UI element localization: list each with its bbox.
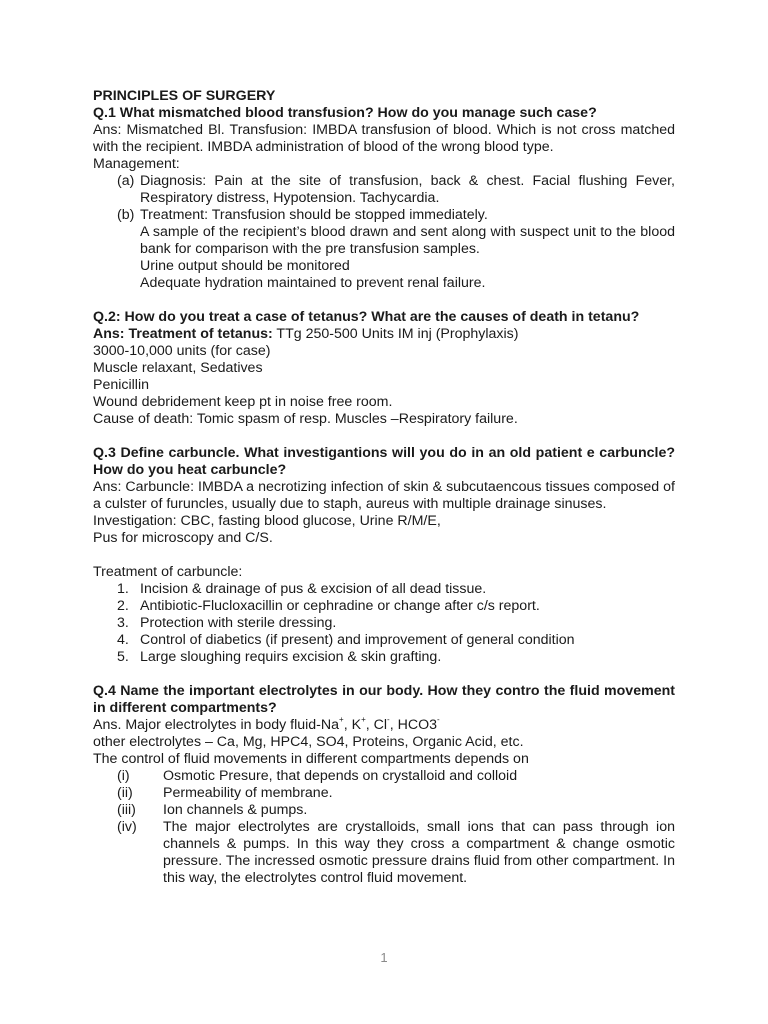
list-item-number: 1.: [117, 581, 129, 597]
list-item: [93, 649, 675, 666]
q4-question: Q.4 Name the important electrolytes in our body. How they contro the fluid movement in different compartments?: [93, 683, 675, 716]
q4-control: The control of fluid movements in different compartments depends on: [93, 751, 529, 767]
q1-management-label: Management:: [93, 156, 180, 172]
list-item-number: (iv): [117, 819, 137, 835]
q1-item-b: [93, 207, 675, 224]
list-item: [93, 768, 675, 785]
list-item-text: Permeability of membrane.: [163, 785, 333, 801]
q2-line-3: Penicillin: [93, 377, 149, 393]
q1-item-a: [93, 173, 675, 207]
q1-answer: Ans: Mismatched Bl. Transfusion: IMBDA transfusion of blood. Which is not cross matched with the recipient. IMBDA administration of blood of the wrong blood type.: [93, 122, 675, 155]
list-item-text: Antibiotic-Flucloxacillin or cephradine or change after c/s report.: [140, 598, 540, 614]
q2-answer-label: Ans: Treatment of tetanus:: [93, 326, 273, 342]
q2-answer-text: TTg 250-500 Units IM inj (Prophylaxis): [272, 326, 519, 342]
q3-investigation: Investigation: CBC, fasting blood glucose, Urine R/M/E,: [93, 513, 441, 529]
list-item: [93, 581, 675, 598]
q4-answer: [93, 717, 675, 734]
q1-b-sample: A sample of the recipient’s blood drawn and sent along with suspect unit to the blood bank for comparison with the pre transfusion samples.: [140, 224, 675, 257]
list-item-number: (ii): [117, 785, 133, 801]
list-item: [93, 615, 675, 632]
q1-item-b-label: (b): [117, 207, 135, 223]
q4-k: , K: [343, 717, 362, 733]
list-item: [93, 819, 675, 887]
q1-item-a-label: (a): [117, 173, 135, 189]
list-item-text: Ion channels & pumps.: [163, 802, 308, 818]
list-item-text: Protection with sterile dressing.: [140, 615, 337, 631]
q3-question: Q.3 Define carbuncle. What investigantions will you do in an old patient e carbuncle? How do you heat carbuncle?: [93, 445, 675, 478]
q2-line-2: Muscle relaxant, Sedatives: [93, 360, 263, 376]
list-item-number: (i): [117, 768, 130, 784]
q1-item-a-text: Diagnosis: Pain at the site of transfusion, back & chest. Facial flushing Fever, Respiratory distress, Hypotension. Tachycardia.: [140, 173, 675, 206]
list-item-number: 2.: [117, 598, 129, 614]
list-item-number: 3.: [117, 615, 129, 631]
document-page: [93, 88, 675, 887]
document-title: PRINCIPLES OF SURGERY: [93, 88, 276, 104]
q3-answer: Ans: Carbuncle: IMBDA a necrotizing infection of skin & subcutaencous tissues composed of a culster of furuncles, usually due to staph, aureus with multiple drainage sinuses.: [93, 479, 675, 512]
list-item-text: Large sloughing requirs excision & skin grafting.: [140, 649, 442, 665]
list-item-text: The major electrolytes are crystalloids, small ions that can pass through ion channels & pumps. In this way they cross a compartment & change osmotic pressure. The incressed osmotic pressure drains fluid from other compartment. In this way, the electrolytes control fluid movement.: [163, 819, 675, 886]
list-item-text: Incision & drainage of pus & excision of all dead tissue.: [140, 581, 487, 597]
q1-b-hydration: Adequate hydration maintained to prevent renal failure.: [140, 275, 486, 291]
hco3-charge: -: [437, 715, 440, 725]
q1-item-b-text: Treatment: Transfusion should be stopped immediately.: [140, 207, 488, 223]
cl-charge: -: [387, 715, 390, 725]
q3-treatment-label: Treatment of carbuncle:: [93, 564, 243, 580]
q2-answer: [93, 326, 675, 343]
list-item-text: Control of diabetics (if present) and improvement of general condition: [140, 632, 575, 648]
list-item: [93, 802, 675, 819]
page-number: 1: [380, 950, 388, 965]
q4-cl: , Cl: [365, 717, 388, 733]
list-item-number: 5.: [117, 649, 129, 665]
q2-line-4: Wound debridement keep pt in noise free room.: [93, 394, 393, 410]
list-item-text: Osmotic Presure, that depends on crystalloid and colloid: [163, 768, 518, 784]
q3-treatment-list: [93, 581, 675, 666]
list-item: [93, 632, 675, 649]
q1-b-urine: Urine output should be monitored: [140, 258, 350, 274]
q3-pus: Pus for microscopy and C/S.: [93, 530, 273, 546]
list-item: [93, 785, 675, 802]
q2-question: Q.2: How do you treat a case of tetanus? What are the causes of death in tetanu?: [93, 309, 640, 325]
q1-question: Q.1 What mismatched blood transfusion? How do you manage such case?: [93, 105, 597, 121]
q2-line-1: 3000-10,000 units (for case): [93, 343, 271, 359]
q4-other: other electrolytes – Ca, Mg, HPC4, SO4, Proteins, Organic Acid, etc.: [93, 734, 524, 750]
q4-hco3: , HCO3: [389, 717, 437, 733]
list-item-number: 4.: [117, 632, 129, 648]
k-charge: +: [361, 715, 366, 725]
q4-answer-prefix: Ans. Major electrolytes in body fluid-Na: [93, 717, 340, 733]
na-charge: +: [339, 715, 344, 725]
list-item: [93, 598, 675, 615]
list-item-number: (iii): [117, 802, 136, 818]
q2-line-5: Cause of death: Tomic spasm of resp. Muscles –Respiratory failure.: [93, 411, 518, 427]
q4-list: [93, 768, 675, 887]
